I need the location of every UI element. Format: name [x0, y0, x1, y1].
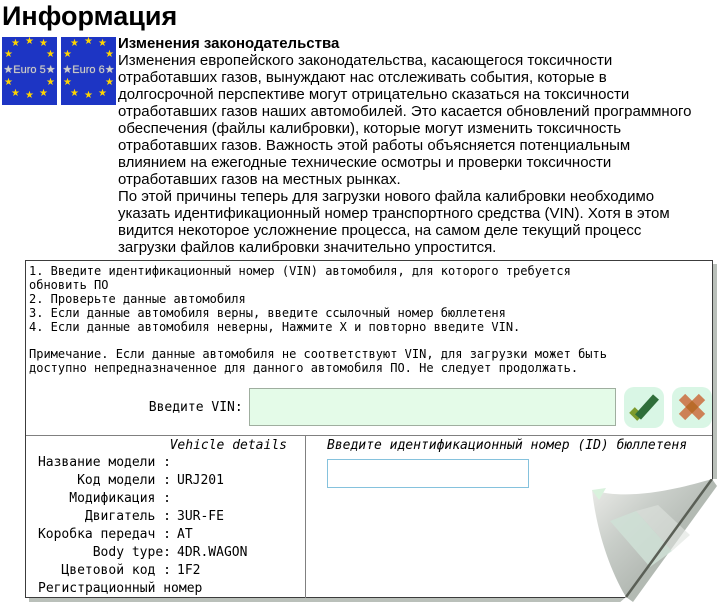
instructions-list	[26, 261, 712, 334]
star-icon: ★	[63, 49, 72, 60]
star-icon: ★	[4, 49, 13, 60]
vehicle-row-label: Двигатель :	[84, 509, 171, 524]
vin-input-label: Введите VIN:	[148, 399, 243, 415]
star-icon: ★	[63, 77, 72, 88]
vin-input-row	[26, 386, 712, 428]
star-icon: ★	[46, 77, 55, 88]
vehicle-row-value	[171, 454, 177, 472]
legislation-paragraph-1: Изменения европейского законодательства, касающегося токсичности отработавших газов, вынуждают нас отслеживать события, которые в долгосрочной перспективе могут отрицательно сказаться на токсичности отработавших газов наших автомобилей. Это касается обновлений программного обеспечения (файлы калибровки), которые могут изменить токсичность отработавших газов. Важность этой работы объясняется потенциальным влиянием на ежегодные технические осмотры и проверки токсичности отработавших газов на местных рынках.	[118, 52, 692, 188]
euro5-flag	[2, 37, 57, 105]
star-icon: ★	[84, 36, 93, 47]
star-icon: ★	[105, 49, 114, 60]
star-icon: ★	[4, 77, 13, 88]
vehicle-row-modification	[26, 490, 305, 508]
vehicle-row-transmission	[26, 526, 305, 544]
vin-entry-panel	[25, 260, 713, 598]
star-icon: ★	[25, 90, 34, 101]
vehicle-row-value: 4DR.WAGON	[177, 545, 248, 560]
vehicle-row-model-name	[26, 454, 305, 472]
warning-note	[26, 334, 712, 375]
star-icon: ★	[25, 36, 34, 47]
cancel-vin-button[interactable]	[672, 387, 712, 428]
vehicle-row-value: 1F2	[177, 563, 201, 578]
vehicle-row-body-type	[26, 544, 305, 562]
vehicle-row-model-code	[26, 472, 305, 490]
star-icon: ★	[39, 38, 48, 49]
vehicle-row-label: Body type:	[92, 545, 171, 560]
star-icon: ★	[70, 88, 79, 99]
star-icon: ★	[84, 90, 93, 101]
bulletin-id-input[interactable]	[327, 459, 529, 488]
vehicle-details-section	[26, 436, 306, 598]
star-icon: ★	[39, 88, 48, 99]
instruction-step-1-wrap: обновить ПО	[29, 278, 109, 292]
intro-section	[0, 35, 725, 256]
instruction-step-1: 1. Введите идентификационный номер (VIN) автомобиля, для которого требуется	[29, 264, 571, 278]
euro6-flag	[61, 37, 116, 105]
vehicle-row-value: URJ201	[177, 473, 224, 488]
star-icon: ★	[98, 88, 107, 99]
euro6-flag-label: ★Euro 6★	[62, 64, 115, 76]
vehicle-row-label: Модификация :	[69, 491, 171, 506]
euro-flags	[2, 37, 116, 105]
page-curl-graphic[interactable]	[588, 479, 718, 604]
vehicle-row-value	[171, 490, 177, 508]
vehicle-row-label: Код модели :	[77, 473, 171, 488]
vehicle-row-engine	[26, 508, 305, 526]
vehicle-row-label: Коробка передач :	[37, 527, 171, 542]
registration-number-label: Регистрационный номер	[38, 581, 203, 596]
page-title: Информация	[2, 1, 178, 31]
vin-input[interactable]	[249, 388, 616, 426]
vehicle-row-color-code	[26, 562, 305, 580]
star-icon: ★	[11, 88, 20, 99]
star-icon: ★	[11, 38, 20, 49]
vehicle-row-label: Цветовой код :	[61, 563, 171, 578]
vehicle-row-value: AT	[177, 527, 193, 542]
euro5-flag-label: ★Euro 5★	[3, 64, 56, 76]
vehicle-row-value: 3UR-FE	[177, 509, 224, 524]
vehicle-details-header: Vehicle details	[169, 438, 287, 453]
star-icon: ★	[105, 77, 114, 88]
warning-note-line-2: доступно непредназначенное для данного автомобиля ПО. Не следует продолжать.	[29, 361, 579, 375]
legislation-heading: Изменения законодательства	[118, 35, 340, 52]
bulletin-id-label: Введите идентификационный номер (ID) бюллетеня	[327, 438, 688, 453]
legislation-paragraph-2: По этой причины теперь для загрузки нового файла калибровки необходимо указать идентификационный номер транспортного средства (VIN). Хотя в этом видится некоторое усложнение процесса, на самом деле текущий процесс загрузки файлов калибровки значительно упростится.	[118, 188, 670, 256]
instruction-step-3: 3. Если данные автомобиля верны, введите ссылочный номер бюллетеня	[29, 306, 506, 320]
x-icon	[675, 390, 709, 424]
star-icon: ★	[70, 38, 79, 49]
star-icon: ★	[98, 38, 107, 49]
vehicle-row-label: Название модели :	[37, 455, 171, 470]
star-icon: ★	[46, 49, 55, 60]
instruction-step-4: 4. Если данные автомобиля неверны, Нажмите X и повторно введите VIN.	[29, 320, 521, 334]
instruction-step-2: 2. Проверьте данные автомобиля	[29, 292, 246, 306]
check-icon	[627, 390, 661, 424]
page-curl-icon	[588, 479, 718, 604]
warning-note-line-1: Примечание. Если данные автомобиля не соответствуют VIN, для загрузки может быть	[29, 347, 607, 361]
confirm-vin-button[interactable]	[624, 387, 664, 428]
